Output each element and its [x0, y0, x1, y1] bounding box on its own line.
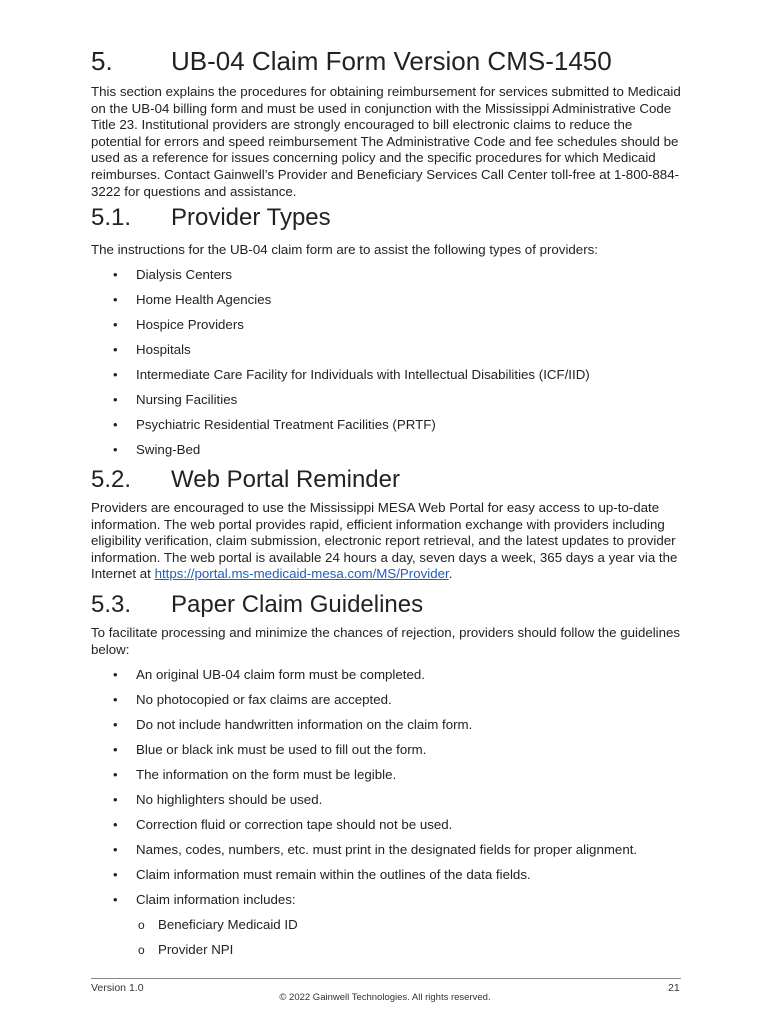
sub-list-item: o Provider NPI	[138, 942, 234, 957]
list-item: • No photocopied or fax claims are accepted.	[113, 692, 392, 707]
section-5-body: This section explains the procedures for obtaining reimbursement for services submitted to Medicaid on the UB-04 billing form and must be used in conjunction with the Mississippi Administrative Code Title 23. Institutional providers are strongly encouraged to bill electronic claims to reduce the potential for errors and speed reimbursement The Administrative Code and fee schedules should be used as a reference for issues concerning policy and the specific procedures for which Medicaid reimburses. Contact Gainwell’s Provider and Beneficiary Services Call Center toll-free at 1-800-884-3222 for questions and assistance.	[91, 84, 681, 199]
section-number: 5.	[91, 46, 113, 76]
provider-portal-link[interactable]: https://portal.ms-medicaid-mesa.com/MS/Provider	[154, 566, 449, 582]
section-title: UB-04 Claim Form Version CMS-1450	[171, 46, 612, 76]
list-item: • Psychiatric Residential Treatment Facilities (PRTF)	[113, 417, 436, 432]
list-item: • Hospice Providers	[113, 317, 244, 332]
list-item: • An original UB-04 claim form must be completed.	[113, 667, 425, 682]
footer-copyright: © 2022 Gainwell Technologies. All rights reserved.	[279, 992, 491, 1003]
circle-bullet-icon: o	[138, 943, 145, 957]
section-number: 5.2.	[91, 466, 132, 493]
bullet-icon: •	[113, 267, 118, 282]
list-item: • Nursing Facilities	[113, 392, 238, 407]
list-item: • Do not include handwritten information on the claim form.	[113, 717, 473, 732]
section-5-2-body: Providers are encouraged to use the Mississippi MESA Web Portal for easy access to up-to-date information. The web portal provides rapid, efficient information exchange with providers including eligibility verification, claim submission, electronic report retrieval, and the latest updates to provider information. The web portal is available 24 hours a day, seven days a week, 365 days a year via the Internet at https://portal.ms-medicaid-mesa.com/MS/Provider.	[91, 500, 678, 582]
bullet-icon: •	[113, 792, 118, 807]
bullet-icon: •	[113, 317, 118, 332]
bullet-icon: •	[113, 292, 118, 307]
bullet-icon: •	[113, 692, 118, 707]
bullet-icon: •	[113, 442, 118, 457]
provider-types-list	[91, 267, 681, 467]
section-5-heading	[91, 46, 612, 77]
circle-bullet-icon: o	[138, 918, 145, 932]
section-5-1-heading	[91, 204, 331, 232]
list-item: • No highlighters should be used.	[113, 792, 323, 807]
section-5-3-heading	[91, 591, 423, 619]
bullet-icon: •	[113, 717, 118, 732]
list-item: • Swing-Bed	[113, 442, 201, 457]
bullet-icon: •	[113, 667, 118, 682]
bullet-icon: •	[113, 817, 118, 832]
section-title: Paper Claim Guidelines	[171, 591, 424, 618]
bullet-icon: •	[113, 392, 118, 407]
bullet-icon: •	[113, 342, 118, 357]
section-5-1-intro: The instructions for the UB-04 claim form are to assist the following types of providers:	[91, 242, 598, 257]
bullet-icon: •	[113, 842, 118, 857]
bullet-icon: •	[113, 742, 118, 757]
bullet-icon: •	[113, 417, 118, 432]
footer-page-number: 21	[668, 982, 680, 994]
list-item: • Hospitals	[113, 342, 191, 357]
sub-list-container	[91, 917, 681, 967]
list-item: • Correction fluid or correction tape should not be used.	[113, 817, 453, 832]
section-number: 5.1.	[91, 204, 132, 231]
paper-claim-guidelines-list	[91, 667, 681, 967]
list-item: • Home Health Agencies	[113, 292, 272, 307]
list-item: • The information on the form must be legible.	[113, 767, 397, 782]
section-5-2-heading	[91, 466, 400, 494]
section-title: Web Portal Reminder	[171, 466, 400, 493]
list-item: • Names, codes, numbers, etc. must print in the designated fields for proper alignment.	[113, 842, 638, 857]
footer-divider	[91, 978, 681, 979]
footer-version: Version 1.0	[91, 982, 144, 994]
list-item: • Blue or black ink must be used to fill out the form.	[113, 742, 427, 757]
claim-information-sublist	[136, 917, 681, 967]
section-title: Provider Types	[171, 204, 331, 231]
section-5-3-intro: To facilitate processing and minimize the chances of rejection, providers should follow the guidelines below:	[91, 625, 681, 657]
list-item: • Dialysis Centers	[113, 267, 233, 282]
sub-list-item: o Beneficiary Medicaid ID	[138, 917, 298, 932]
bullet-icon: •	[113, 867, 118, 882]
section-number: 5.3.	[91, 591, 132, 618]
bullet-icon: •	[113, 367, 118, 382]
bullet-icon: •	[113, 892, 118, 907]
list-item: • Intermediate Care Facility for Individuals with Intellectual Disabilities (ICF/IID)	[113, 367, 590, 382]
list-item: • Claim information must remain within the outlines of the data fields.	[113, 867, 531, 882]
bullet-icon: •	[113, 767, 118, 782]
list-item: • Claim information includes:	[113, 892, 296, 907]
